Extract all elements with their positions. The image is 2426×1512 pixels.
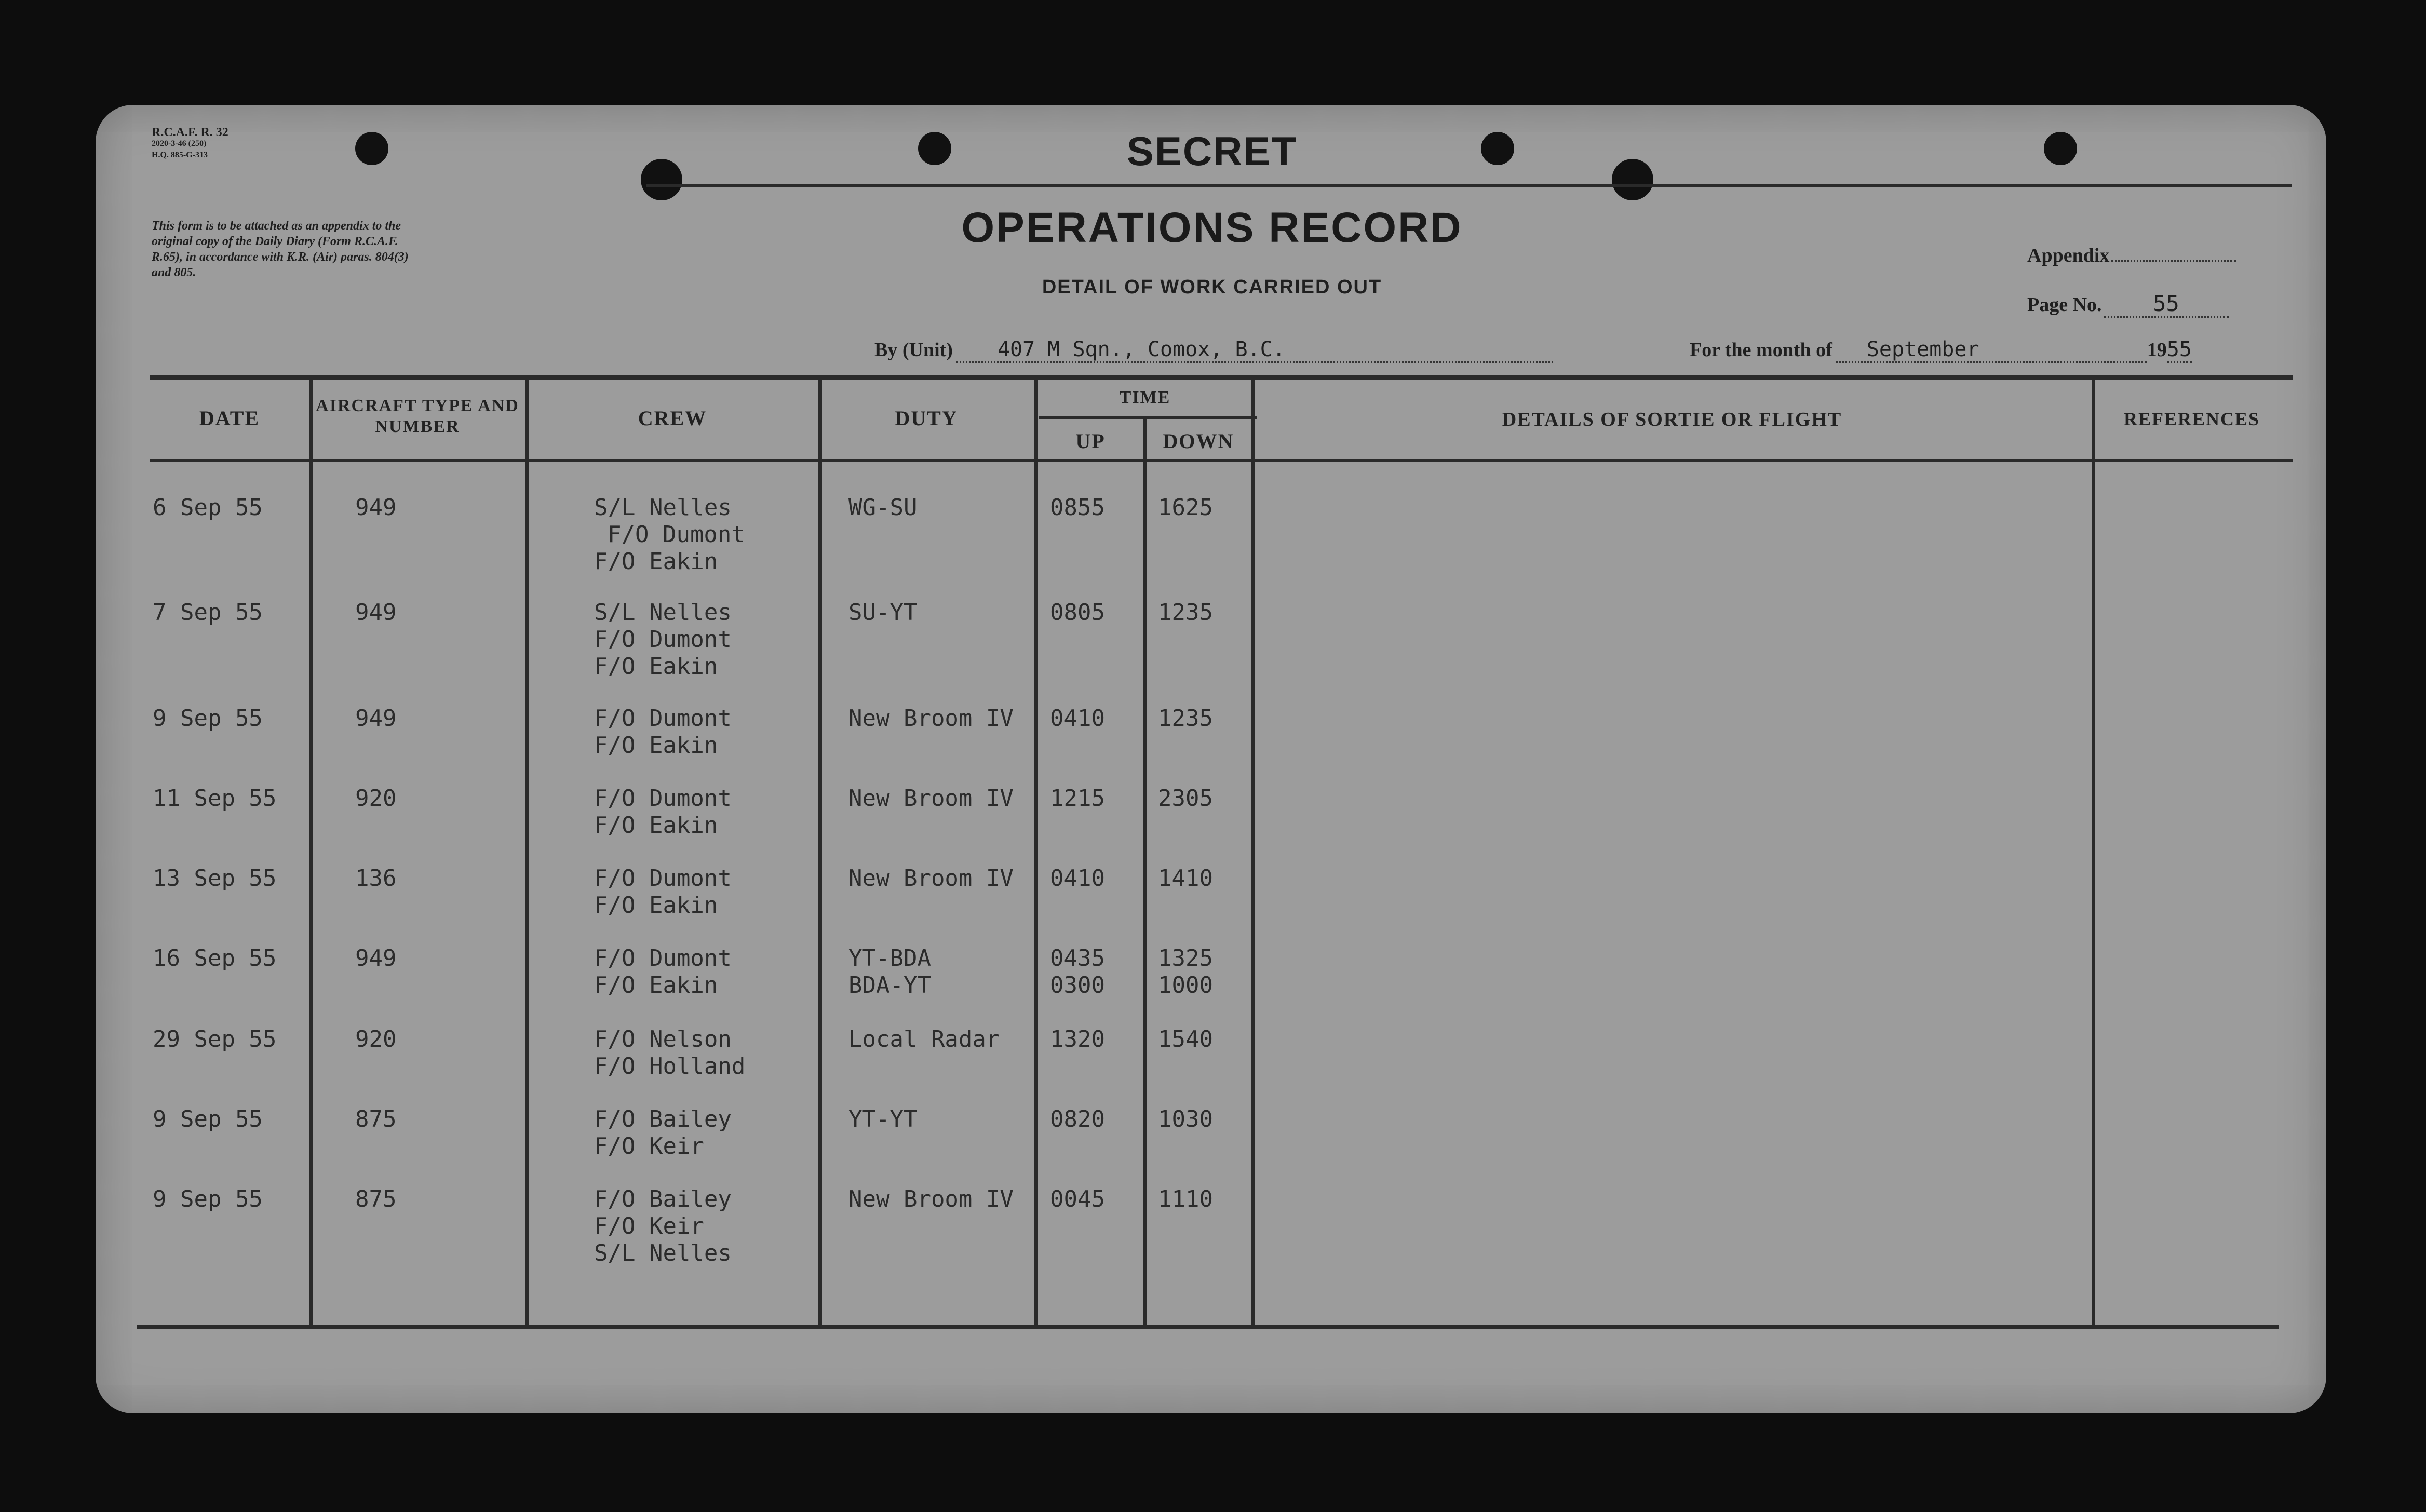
crew-cell-line: F/O Eakin: [594, 972, 718, 998]
column-divider: [309, 378, 313, 1326]
down-time-cell: [1158, 785, 1213, 812]
up-time-cell: [1050, 1106, 1105, 1133]
column-header-duty: DUTY: [895, 407, 958, 430]
column-header-details: DETAILS OF SORTIE OR FLIGHT: [1502, 409, 1842, 430]
aircraft-cell: 920: [355, 1026, 397, 1052]
crew-cell-line: F/O Dumont: [594, 945, 732, 971]
duty-cell-line: WG-SU: [848, 494, 918, 521]
duty-cell-line: New Broom IV: [848, 785, 1014, 812]
crew-cell-line: F/O Dumont: [594, 785, 732, 812]
month-field: [1690, 338, 2192, 363]
form-code-line: R.C.A.F. R. 32: [152, 126, 228, 139]
duty-cell: [848, 1106, 917, 1133]
crew-cell: [594, 1026, 745, 1080]
punch-hole: [641, 159, 682, 200]
page-number-label: Page No.: [2027, 294, 2102, 316]
aircraft-cell: 875: [355, 1186, 397, 1212]
year-prefix: 19: [2147, 339, 2167, 361]
column-header-date: DATE: [199, 407, 260, 430]
up-time-cell: [1050, 945, 1105, 999]
year-value: 55: [2167, 338, 2192, 363]
down-time-cell: [1158, 945, 1213, 999]
up-time-cell-line: 0435: [1050, 945, 1105, 971]
form-code-line: 2020-3-46 (250): [152, 139, 207, 148]
crew-cell-line: F/O Nelson: [594, 1026, 732, 1052]
down-time-cell-line: 1325: [1158, 945, 1213, 971]
column-divider: [1034, 378, 1038, 1326]
duty-cell-line: Local Radar: [848, 1026, 1000, 1052]
crew-cell-line: F/O Keir: [594, 1133, 704, 1159]
crew-cell-line: F/O Dumont: [594, 865, 732, 892]
crew-cell-line: S/L Nelles: [594, 1240, 732, 1266]
up-time-cell-line: 1215: [1050, 785, 1105, 812]
time-subheader-rule: [1039, 416, 1257, 419]
duty-cell: [848, 1026, 1000, 1053]
date-cell: 13 Sep 55: [153, 865, 277, 892]
unit-value: 407 M Sqn., Comox, B.C.: [956, 338, 1553, 363]
crew-cell: [594, 945, 732, 999]
down-time-cell-line: 1030: [1158, 1106, 1213, 1132]
down-time-cell: [1158, 705, 1213, 732]
duty-cell-line: New Broom IV: [848, 1186, 1014, 1212]
month-value: September: [1836, 338, 2147, 363]
duty-cell: [848, 599, 917, 626]
up-time-cell-line: 0410: [1050, 865, 1105, 892]
date-cell: 6 Sep 55: [153, 494, 263, 521]
down-time-cell: [1158, 599, 1213, 626]
crew-cell: [594, 705, 732, 759]
date-cell: 9 Sep 55: [153, 705, 263, 732]
up-time-cell-line: 0410: [1050, 705, 1105, 732]
up-time-cell: [1050, 705, 1105, 732]
attachment-note: This form is to be attached as an appendix to the original copy of the Daily Diary (Form R.C.A.F. R.65), in accordance with K.R. (Air) paras. 804(3) and 805.: [152, 219, 409, 279]
date-cell: 9 Sep 55: [153, 1106, 263, 1132]
column-header-down: DOWN: [1163, 429, 1234, 453]
appendix-field: [2027, 244, 2236, 267]
down-time-cell-line: 1110: [1158, 1186, 1213, 1212]
column-divider: [1143, 419, 1147, 1326]
crew-cell: [594, 785, 732, 839]
date-cell: 29 Sep 55: [153, 1026, 277, 1052]
punch-hole: [355, 132, 388, 165]
duty-cell-line: New Broom IV: [848, 865, 1014, 892]
column-divider: [525, 378, 529, 1326]
date-cell: 16 Sep 55: [153, 945, 277, 971]
crew-cell: [594, 494, 745, 575]
punch-hole: [918, 132, 951, 165]
up-time-cell-line: 0805: [1050, 599, 1105, 626]
aircraft-cell: 920: [355, 785, 397, 812]
crew-cell-line: F/O Dumont: [594, 705, 732, 732]
down-time-cell: [1158, 865, 1213, 892]
crew-cell: [594, 1186, 732, 1267]
punch-hole: [1481, 132, 1514, 165]
down-time-cell-line: 1000: [1158, 972, 1213, 998]
column-header-time: TIME: [1119, 388, 1171, 407]
down-time-cell-line: 1235: [1158, 599, 1213, 626]
form-title: OPERATIONS RECORD: [961, 204, 1463, 251]
crew-cell-line: F/O Eakin: [594, 548, 718, 575]
form-subtitle: DETAIL OF WORK CARRIED OUT: [1042, 276, 1382, 298]
aircraft-cell: 949: [355, 705, 397, 732]
aircraft-cell: 949: [355, 494, 397, 521]
column-divider: [818, 378, 822, 1326]
crew-cell-line: F/O Dumont: [608, 521, 745, 548]
column-divider: [2092, 378, 2095, 1326]
down-time-cell: [1158, 1106, 1213, 1133]
punch-hole: [1612, 159, 1653, 200]
date-cell: 7 Sep 55: [153, 599, 263, 626]
form-code-line: H.Q. 885-G-313: [152, 151, 208, 159]
down-time-cell: [1158, 1186, 1213, 1213]
up-time-cell-line: 0855: [1050, 494, 1105, 521]
unit-label: By (Unit): [874, 339, 953, 361]
crew-cell-line: F/O Bailey: [594, 1186, 732, 1212]
date-cell: 9 Sep 55: [153, 1186, 263, 1212]
date-cell: 11 Sep 55: [153, 785, 277, 812]
down-time-cell: [1158, 1026, 1213, 1053]
column-header-aircraft: AIRCRAFT TYPE AND NUMBER: [316, 396, 519, 436]
up-time-cell: [1050, 494, 1105, 521]
header-bottom-rule: [150, 459, 2293, 462]
aircraft-cell: 136: [355, 865, 397, 892]
duty-cell-line: YT-YT: [848, 1106, 918, 1132]
up-time-cell: [1050, 1186, 1105, 1213]
duty-cell-line: BDA-YT: [848, 972, 931, 998]
duty-cell: [848, 494, 917, 521]
column-header-up: UP: [1075, 429, 1106, 453]
duty-cell: [848, 1186, 1014, 1213]
duty-cell: [848, 945, 931, 999]
page-number-field: [2027, 291, 2229, 318]
operations-record-card: [96, 105, 2326, 1413]
duty-cell: [848, 865, 1014, 892]
crew-cell-line: F/O Eakin: [594, 653, 718, 680]
month-label: For the month of: [1690, 339, 1832, 361]
form-code: [152, 127, 228, 161]
crew-cell-line: F/O Keir: [594, 1213, 704, 1239]
down-time-cell-line: 1540: [1158, 1026, 1213, 1052]
duty-cell-line: SU-YT: [848, 599, 918, 626]
down-time-cell-line: 2305: [1158, 785, 1213, 812]
page-number-value: 55: [2104, 291, 2229, 318]
column-header-crew: CREW: [638, 407, 707, 430]
top-rule: [646, 184, 2292, 187]
appendix-label: Appendix: [2027, 245, 2110, 266]
table-top-rule: [150, 375, 2293, 380]
up-time-cell: [1050, 785, 1105, 812]
classification-label: SECRET: [1126, 128, 1298, 174]
crew-cell-line: F/O Eakin: [594, 812, 718, 839]
crew-cell: [594, 865, 732, 919]
aircraft-cell: 949: [355, 599, 397, 626]
up-time-cell: [1050, 599, 1105, 626]
crew-cell-line: S/L Nelles: [594, 494, 732, 521]
duty-cell-line: New Broom IV: [848, 705, 1014, 732]
crew-cell: [594, 599, 732, 680]
crew-cell: [594, 1106, 732, 1160]
crew-cell-line: F/O Eakin: [594, 732, 718, 759]
up-time-cell-line: 0820: [1050, 1106, 1105, 1132]
aircraft-cell: 875: [355, 1106, 397, 1132]
aircraft-cell: 949: [355, 945, 397, 971]
up-time-cell: [1050, 865, 1105, 892]
down-time-cell: [1158, 494, 1213, 521]
up-time-cell-line: 1320: [1050, 1026, 1105, 1052]
duty-cell: [848, 785, 1014, 812]
down-time-cell-line: 1410: [1158, 865, 1213, 892]
crew-cell-line: S/L Nelles: [594, 599, 732, 626]
table-bottom-rule: [137, 1325, 2279, 1329]
crew-cell-line: F/O Eakin: [594, 892, 718, 919]
duty-cell-line: YT-BDA: [848, 945, 931, 971]
up-time-cell-line: 0300: [1050, 972, 1105, 998]
punch-hole: [2044, 132, 2077, 165]
down-time-cell-line: 1625: [1158, 494, 1213, 521]
unit-field: [874, 338, 1553, 363]
crew-cell-line: F/O Dumont: [594, 626, 732, 653]
crew-cell-line: F/O Bailey: [594, 1106, 732, 1132]
duty-cell: [848, 705, 1014, 732]
up-time-cell-line: 0045: [1050, 1186, 1105, 1212]
crew-cell-line: F/O Holland: [594, 1053, 746, 1079]
down-time-cell-line: 1235: [1158, 705, 1213, 732]
column-header-references: REFERENCES: [2123, 409, 2260, 429]
up-time-cell: [1050, 1026, 1105, 1053]
column-divider: [1251, 378, 1255, 1326]
